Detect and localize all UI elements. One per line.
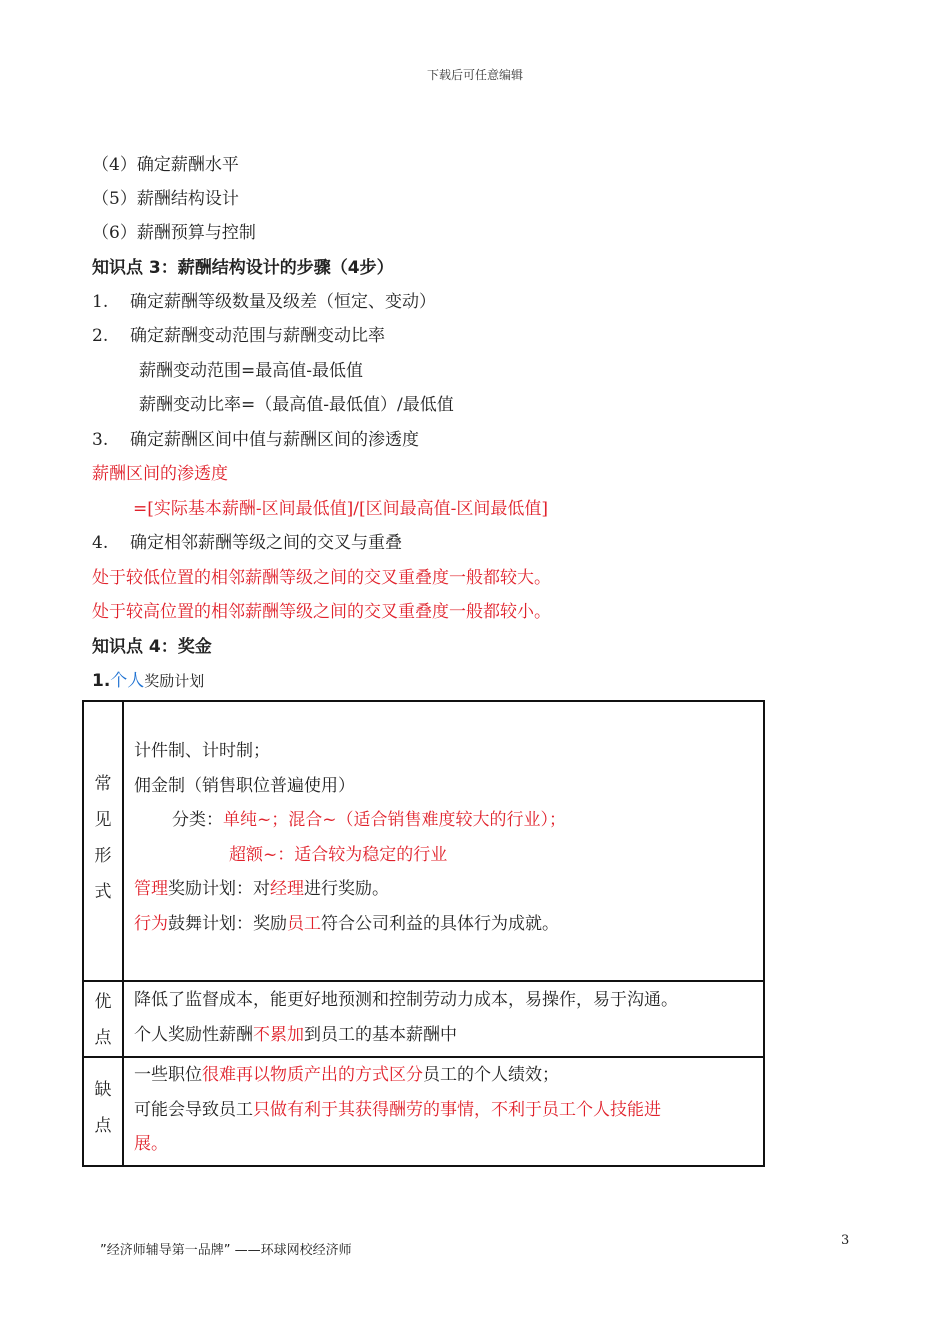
remark-low: 处于较低位置的相邻薪酬等级之间的交叉重叠度一般都较大。 <box>92 568 551 588</box>
list-item-6: （6）薪酬预算与控制 <box>92 223 256 243</box>
keyword: 不累加 <box>253 1024 304 1045</box>
keyword: 很难再以物质产出的方式区分 <box>202 1065 423 1085</box>
incentive-table <box>82 700 765 1167</box>
penetration-title: 薪酬区间的渗透度 <box>92 464 228 484</box>
forms-line-f <box>134 907 755 942</box>
step-2 <box>92 321 385 346</box>
keyword: 管理 <box>134 879 168 899</box>
plan-heading <box>92 666 204 691</box>
category-label: 分类： <box>172 810 223 830</box>
table-row <box>83 1057 764 1166</box>
disadvantages-cell <box>123 1057 764 1166</box>
step-4-text: 确定相邻薪酬等级之间的交叉与重叠 <box>130 533 402 553</box>
header-char: 见 <box>94 810 112 830</box>
forms-line-e <box>134 872 755 907</box>
header-char: 优 <box>94 992 112 1012</box>
category-values: 单纯~；混合~（适合销售难度较大的行业）； <box>223 810 566 830</box>
step-3-text: 确定薪酬区间中值与薪酬区间的渗透度 <box>130 430 419 450</box>
plan-label: 奖励计划 <box>144 672 205 690</box>
text: 奖励计划：对 <box>168 879 270 899</box>
disadvantages-line-c: 展。 <box>134 1134 168 1154</box>
row-header-advantages <box>83 981 123 1057</box>
text: 员工的个人绩效； <box>423 1065 559 1085</box>
text: 个人奖励性薪酬 <box>134 1024 253 1045</box>
disadvantages-line-b <box>134 1093 755 1128</box>
header-char: 点 <box>94 1028 112 1048</box>
header-char: 点 <box>94 1116 112 1136</box>
keyword: 员工 <box>287 913 321 934</box>
step-2-number: 2. <box>92 326 109 346</box>
formula-range: 薪酬变动范围=最高值-最低值 <box>139 361 363 381</box>
step-3-number: 3. <box>92 430 109 450</box>
list-item-4: （4）确定薪酬水平 <box>92 155 239 175</box>
table-row <box>83 981 764 1057</box>
step-1-number: 1. <box>92 292 109 312</box>
plan-number: 1. <box>92 671 111 691</box>
header-char: 式 <box>94 882 112 902</box>
formula-ratio: 薪酬变动比率=（最高值-最低值）/最低值 <box>139 395 454 415</box>
page-number: 3 <box>841 1233 850 1248</box>
remark-high: 处于较高位置的相邻薪酬等级之间的交叉重叠度一般都较小。 <box>92 602 551 622</box>
header-char: 形 <box>94 846 112 866</box>
forms-line-a: 计件制、计时制； <box>134 741 270 761</box>
keyword: 只做有利于其获得酬劳的事情，不利于员工个人技能进 <box>253 1099 661 1120</box>
disadvantages-line-a <box>134 1058 755 1093</box>
text: 可能会导致员工 <box>134 1099 253 1120</box>
knowledge-point-3-heading: 知识点 3：薪酬结构设计的步骤（4步） <box>92 258 394 278</box>
forms-line-d: 超额~：适合较为稳定的行业 <box>229 844 448 865</box>
knowledge-point-4-heading: 知识点 4：奖金 <box>92 637 212 657</box>
advantages-cell <box>123 981 764 1057</box>
header-char: 常 <box>94 774 112 794</box>
text: 鼓舞计划：奖励 <box>168 913 287 934</box>
table-row <box>83 701 764 981</box>
step-4 <box>92 528 402 553</box>
forms-line-c <box>134 803 755 838</box>
text: 符合公司利益的具体行为成就。 <box>321 913 559 934</box>
text: 进行奖励。 <box>304 879 389 899</box>
step-1 <box>92 287 436 312</box>
page-footer: ”经济师辅导第一品牌” ——环球网校经济师 <box>100 1243 352 1258</box>
step-3 <box>92 425 419 450</box>
forms-line-b: 佣金制（销售职位普遍使用） <box>134 775 355 796</box>
advantages-line-b <box>134 1018 755 1053</box>
row-header-disadvantages <box>83 1057 123 1166</box>
text: 一些职位 <box>134 1065 202 1085</box>
step-1-text: 确定薪酬等级数量及级差（恒定、变动） <box>130 292 436 312</box>
list-item-5: （5）薪酬结构设计 <box>92 189 239 209</box>
text: 到员工的基本薪酬中 <box>304 1024 457 1045</box>
header-char: 缺 <box>94 1080 112 1100</box>
forms-cell <box>123 701 764 981</box>
penetration-formula: =[实际基本薪酬-区间最低值]/[区间最高值-区间最低值] <box>133 499 548 519</box>
advantages-line-a: 降低了监督成本，能更好地预测和控制劳动力成本，易操作，易于沟通。 <box>134 990 678 1010</box>
step-4-number: 4. <box>92 533 109 553</box>
plan-keyword: 个人 <box>110 671 145 691</box>
keyword: 经理 <box>270 879 304 899</box>
keyword: 行为 <box>134 913 168 934</box>
step-2-text: 确定薪酬变动范围与薪酬变动比率 <box>130 326 385 346</box>
row-header-forms <box>83 701 123 981</box>
page-header: 下载后可任意编辑 <box>426 68 523 82</box>
